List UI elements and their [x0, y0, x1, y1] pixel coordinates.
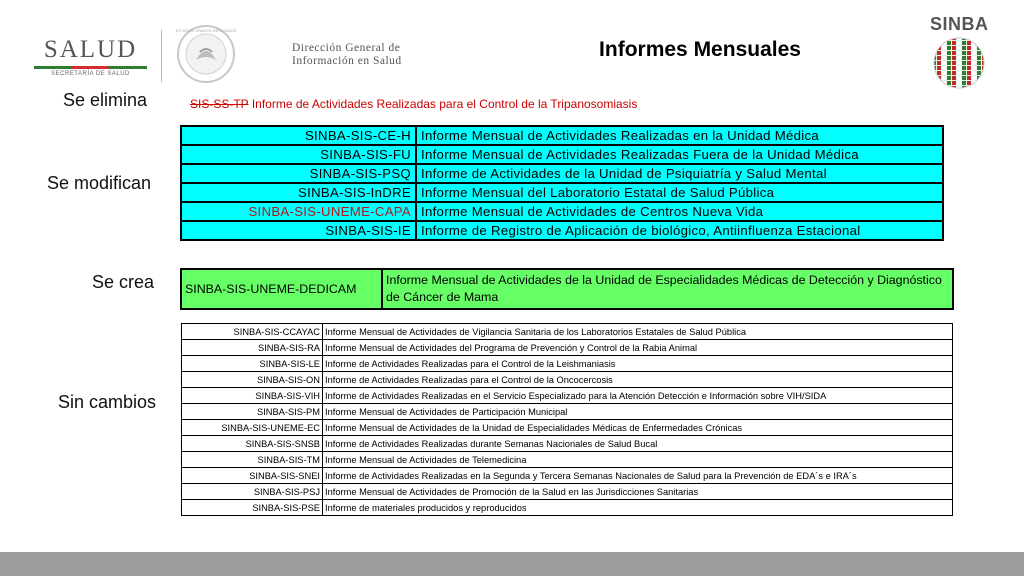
report-code: SINBA-SIS-RA — [182, 340, 323, 356]
section-label-eliminated: Se elimina — [63, 90, 148, 110]
eliminated-report — [190, 97, 637, 111]
page-title: Informes Mensuales — [599, 38, 801, 61]
table-row — [182, 484, 953, 500]
dgis-line-1: Dirección General de — [292, 42, 401, 54]
report-code: SINBA-SIS-UNEME-DEDICAM — [181, 269, 382, 309]
salud-logo-stripe — [34, 66, 147, 69]
report-code: SINBA-SIS-PSQ — [181, 164, 416, 183]
table-row — [181, 183, 943, 202]
section-label-unchanged: Sin cambios — [58, 392, 157, 412]
table-row — [182, 436, 953, 452]
modified-reports-table — [180, 125, 944, 241]
report-name: Informe Mensual de Actividades de la Unidad de Especialidades Médicas de Enfermedades Crónicas — [323, 420, 953, 436]
report-code: SINBA-SIS-TM — [182, 452, 323, 468]
report-code: SINBA-SIS-ON — [182, 372, 323, 388]
table-row — [181, 126, 943, 145]
report-name: Informe Mensual de Actividades Realizadas Fuera de la Unidad Médica — [416, 145, 943, 164]
report-name: Informe Mensual de Actividades del Programa de Prevención y Control de la Rabia Animal — [323, 340, 953, 356]
report-code: SINBA-SIS-CE-H — [181, 126, 416, 145]
section-label-modified: Se modifican — [47, 173, 152, 193]
eliminated-report-code: SIS-SS-TP — [190, 97, 249, 111]
report-code: SINBA-SIS-CCAYAC — [182, 324, 323, 340]
report-name: Informe de Actividades Realizadas para el Control de la Leishmaniasis — [323, 356, 953, 372]
mexico-seal-icon — [176, 24, 236, 84]
report-code: SINBA-SIS-UNEME-CAPA — [181, 202, 416, 221]
table-row — [181, 145, 943, 164]
report-name: Informe Mensual de Actividades de Promoción de la Salud en las Jurisdicciones Sanitarias — [323, 484, 953, 500]
report-code: SINBA-SIS-VIH — [182, 388, 323, 404]
dgis-logo-text — [292, 42, 442, 68]
report-code: SINBA-SIS-FU — [181, 145, 416, 164]
salud-logo-subtitle: SECRETARÍA DE SALUD — [51, 71, 130, 77]
table-row — [182, 356, 953, 372]
seal-caption: ESTADOS UNIDOS MEXICANOS — [176, 28, 236, 33]
table-row — [181, 269, 953, 309]
salud-logo — [28, 36, 153, 82]
report-name: Informe de Actividades de la Unidad de Psiquiatría y Salud Mental — [416, 164, 943, 183]
eliminated-report-name: Informe de Actividades Realizadas para el Control de la Tripanosomiasis — [251, 97, 638, 111]
table-row — [182, 500, 953, 516]
report-name: Informe Mensual de Actividades de la Unidad de Especialidades Médicas de Detección y Diagnóstico de Cáncer de Mama — [382, 269, 953, 309]
table-row — [181, 164, 943, 183]
report-code: SINBA-SIS-UNEME-EC — [182, 420, 323, 436]
report-name: Informe Mensual de Actividades de Telemedicina — [323, 452, 953, 468]
report-name: Informe Mensual de Actividades de Vigilancia Sanitaria de los Laboratorios Estatales de Salud Pública — [323, 324, 953, 340]
table-row — [182, 404, 953, 420]
new-report-table — [180, 268, 954, 310]
table-row — [182, 388, 953, 404]
table-row — [182, 468, 953, 484]
report-name: Informe Mensual del Laboratorio Estatal de Salud Pública — [416, 183, 943, 202]
unchanged-reports-table — [181, 323, 953, 516]
table-row — [182, 340, 953, 356]
report-code: SINBA-SIS-LE — [182, 356, 323, 372]
table-row — [182, 420, 953, 436]
report-code: SINBA-SIS-IE — [181, 221, 416, 240]
report-name: Informe Mensual de Actividades Realizadas en la Unidad Médica — [416, 126, 943, 145]
report-name: Informe Mensual de Actividades de Participación Municipal — [323, 404, 953, 420]
report-code: SINBA-SIS-PSE — [182, 500, 323, 516]
table-row — [181, 202, 943, 221]
header-divider — [161, 30, 162, 82]
footer-bar — [0, 552, 1024, 576]
table-row — [182, 452, 953, 468]
table-row — [181, 221, 943, 240]
report-name: Informe de Actividades Realizadas en el Servicio Especializado para la Atención Detección e Información sobre VIH/SIDA — [323, 388, 953, 404]
report-name: Informe de materiales producidos y reproducidos — [323, 500, 953, 516]
sinba-logo-text: SINBA — [930, 14, 989, 34]
report-code: SINBA-SIS-InDRE — [181, 183, 416, 202]
sinba-globe-icon — [932, 36, 986, 90]
report-name: Informe de Actividades Realizadas durante Semanas Nacionales de Salud Bucal — [323, 436, 953, 452]
salud-logo-text: SALUD — [43, 36, 138, 63]
report-code: SINBA-SIS-PM — [182, 404, 323, 420]
report-code: SINBA-SIS-SNSB — [182, 436, 323, 452]
report-code: SINBA-SIS-PSJ — [182, 484, 323, 500]
report-code: SINBA-SIS-SNEI — [182, 468, 323, 484]
report-name: Informe Mensual de Actividades de Centros Nueva Vida — [416, 202, 943, 221]
report-name: Informe de Registro de Aplicación de biológico, Antiinfluenza Estacional — [416, 221, 943, 240]
table-row — [182, 372, 953, 388]
report-name: Informe de Actividades Realizadas para el Control de la Oncocercosis — [323, 372, 953, 388]
table-row — [182, 324, 953, 340]
section-label-created: Se crea — [92, 272, 155, 292]
report-name: Informe de Actividades Realizadas en la Segunda y Tercera Semanas Nacionales de Salud para la Prevención de EDA´s e IRA´s — [323, 468, 953, 484]
dgis-line-2: Información en Salud — [292, 55, 402, 67]
